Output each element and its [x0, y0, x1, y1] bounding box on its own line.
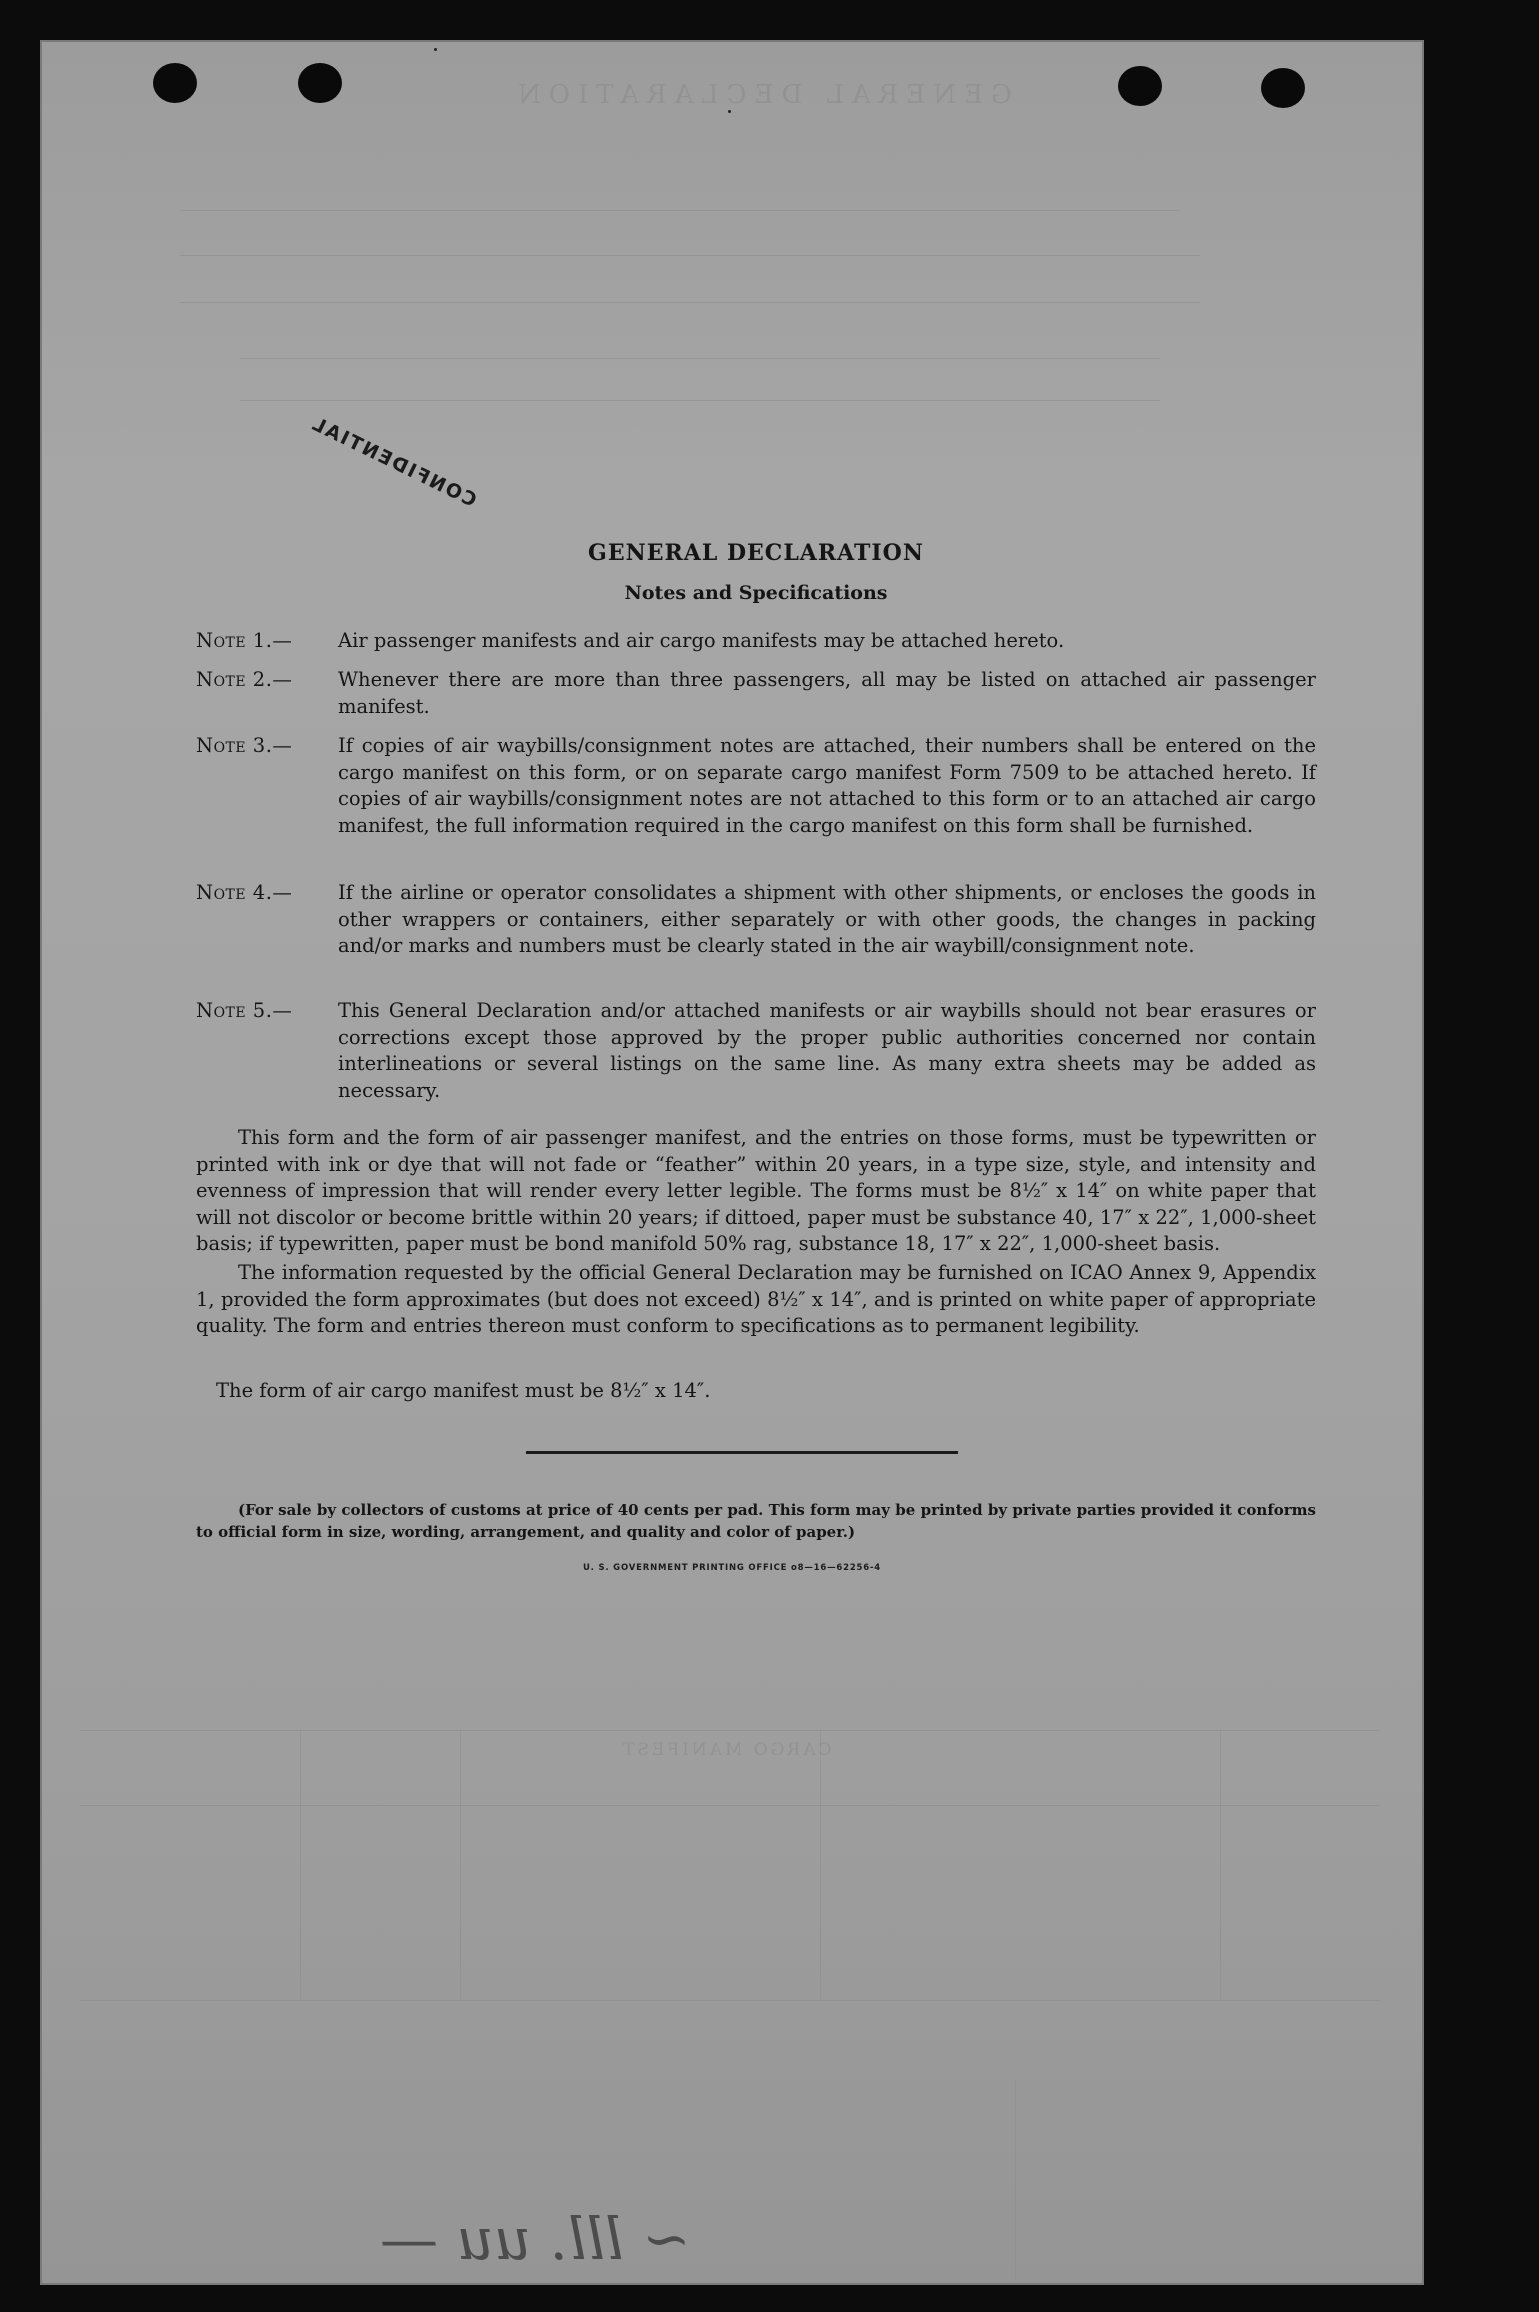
confidential-stamp: CONFIDENTIAL [307, 412, 480, 512]
note-text: Air passenger manifests and air cargo manifests may be attached hereto. [338, 629, 1065, 652]
bleed-through-signature: ~ lll. uu — [380, 2205, 691, 2273]
note-label: Note 4.— [196, 881, 293, 904]
note-label: Note 5.— [196, 999, 293, 1022]
bleed-through-line [1220, 1730, 1221, 2000]
speck [434, 48, 437, 51]
cargo-manifest-size-paragraph: The form of air cargo manifest must be 8½″ x 14″. [216, 1379, 711, 1402]
note-4 [196, 880, 1316, 960]
bleed-through-cargo-title: CARGO MANIFEST [620, 1740, 832, 1760]
paper-specification-paragraph: This form and the form of air passenger manifest, and the entries on those forms, must be typewritten or printed with ink or dye that will not fade or “feather” within 20 years, in a type size, style, and intensity and evenness of impression that will render every letter legible. The forms must be 8½″ x 14″ on white paper that will not discolor or become brittle within 20 years; if dittoed, paper must be substance 40, 17″ x 22″, 1,000-sheet basis; if typewritten, paper must be bond manifold 50% rag, substance 18, 17″ x 22″, 1,000-sheet basis. [196, 1126, 1316, 1255]
sale-notice: (For sale by collectors of customs at price of 40 cents per pad. This form may be printed by private parties provided it conforms to official form in size, wording, arrangement, and quality and color of paper.) [196, 1501, 1316, 1541]
bleed-through-line [300, 1730, 301, 2000]
bleed-through-line [80, 2000, 1380, 2001]
note-label: Note 1.— [196, 629, 293, 652]
document-page [40, 40, 1424, 2285]
note-text: Whenever there are more than three passengers, all may be listed on attached air passenger manifest. [338, 668, 1316, 718]
punch-hole [153, 63, 197, 103]
page-title: GENERAL DECLARATION [588, 540, 924, 566]
printer-line: U. S. GOVERNMENT PRINTING OFFICE o8—16—62256-4 [582, 1563, 882, 1573]
page-subtitle: Notes and Specifications [624, 582, 888, 604]
bleed-through-line [80, 1730, 1380, 1731]
note-2 [196, 667, 1316, 720]
speck [728, 110, 731, 113]
bleed-through-line [180, 210, 1180, 211]
punch-hole [298, 63, 342, 103]
bleed-through-line [820, 1730, 821, 2000]
bleed-through-line [460, 1730, 461, 2000]
bleed-through-line [240, 400, 1160, 401]
note-text: If copies of air waybills/consignment notes are attached, their numbers shall be entered on the cargo manifest on this form, or on separate cargo manifest Form 7509 to be attached hereto. If copies of air waybills/consignment notes are not attached to this form or to an attached air cargo manifest, the full information required in the cargo manifest on this form shall be furnished. [338, 734, 1316, 837]
punch-hole [1118, 66, 1162, 106]
bleed-through-line [180, 255, 1200, 256]
note-1 [196, 628, 1316, 655]
note-label: Note 2.— [196, 668, 293, 691]
note-5 [196, 998, 1316, 1104]
note-3 [196, 733, 1316, 839]
bleed-through-line [80, 1805, 1380, 1806]
note-label: Note 3.— [196, 734, 293, 757]
bleed-through-line [240, 358, 1160, 359]
bleed-through-header: GENERAL DECLARATION [510, 80, 1012, 110]
icao-paragraph: The information requested by the official General Declaration may be furnished on ICAO Annex 9, Appendix 1, provided the form approximates (but does not exceed) 8½″ x 14″, and is printed on white paper of appropriate quality. The form and entries thereon must conform to specifications as to permanent legibility. [196, 1261, 1316, 1337]
punch-hole [1261, 68, 1305, 108]
divider-rule [526, 1451, 958, 1454]
bleed-through-line [180, 302, 1200, 303]
note-text: This General Declaration and/or attached manifests or air waybills should not bear erasures or corrections except those approved by the proper public authorities concerned nor contain interlineations or several listings on the same line. As many extra sheets may be added as necessary. [338, 999, 1316, 1102]
note-text: If the airline or operator consolidates a shipment with other shipments, or encloses the goods in other wrappers or containers, either separately or with other goods, the changes in packing and/or marks and numbers must be clearly stated in the air waybill/consignment note. [338, 881, 1316, 957]
bleed-through-line [1015, 2080, 1016, 2280]
